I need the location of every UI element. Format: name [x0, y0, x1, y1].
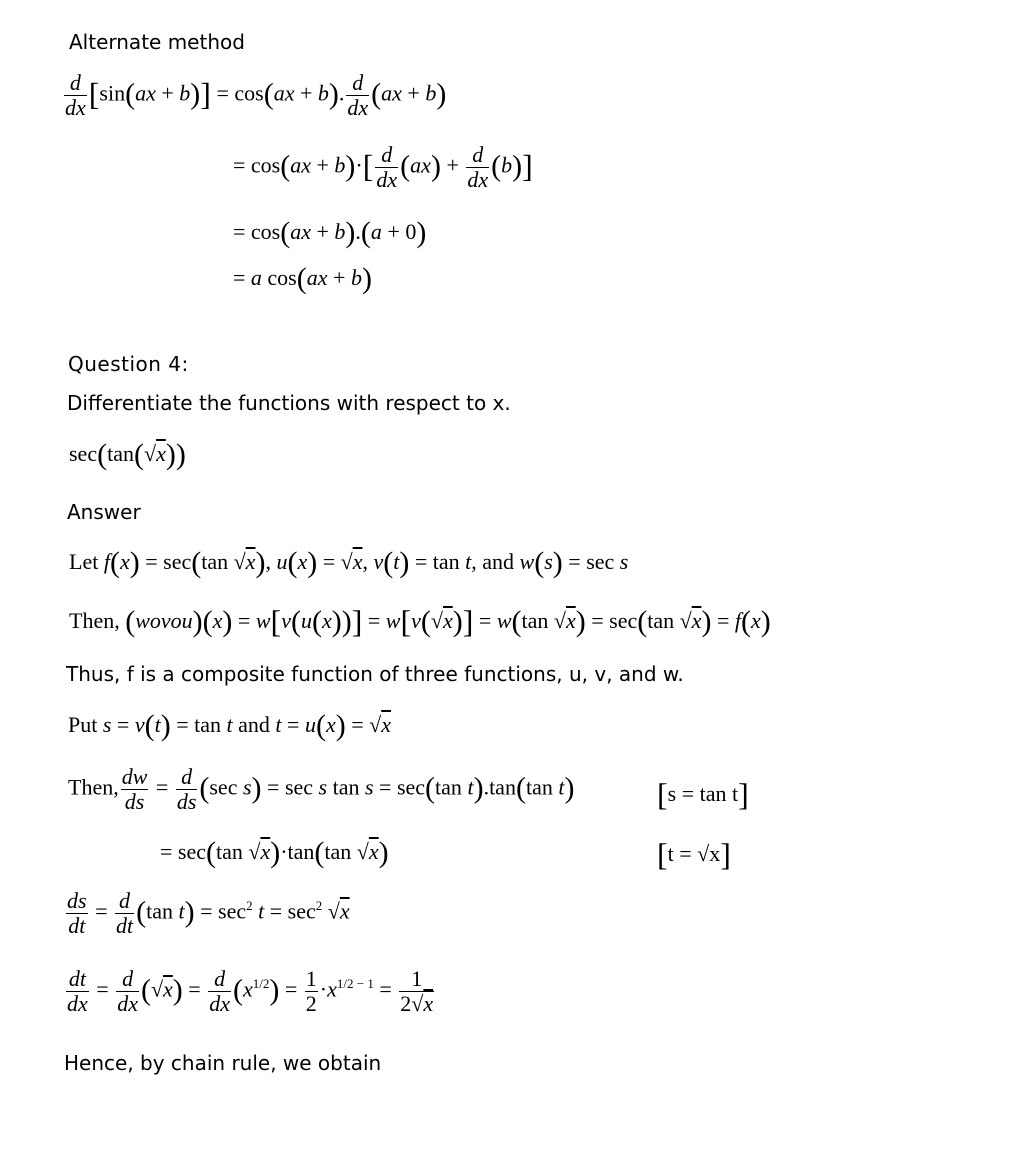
instruction-text: Differentiate the functions with respect to x.: [67, 391, 511, 415]
dw-ds-line: Then, $\frac{dw}{ds}$ = $\frac{d}{ds}$ (sec s) = sec s tan s = sec(tan t).tan(tan t): [68, 764, 575, 814]
let-line: Let f(x) = sec(tan √x), u(x) = √x, v(t) = tan t, and w(s) = sec s: [69, 546, 629, 579]
alt-line-1: $\frac{d}{dx}$ [sin(ax + b)] = cos(ax + b). $\frac{d}{dx}$ (ax + b): [65, 70, 447, 120]
question-label: Question 4:: [68, 352, 189, 376]
put-line: Put s = v(t) = tan t and t = u(x) = √x: [68, 709, 391, 742]
then-composition-line: Then, (wovou)(x) = w[v(u(x))] = w[v(√x)] = w(tan √x) = sec(tan √x) = f(x): [69, 603, 771, 639]
sec-tan-line: = sec(tan √x)·tan(tan √x): [160, 836, 389, 869]
composite-function-text: Thus, f is a composite function of three functions, u, v, and w.: [66, 662, 684, 686]
alternate-method-heading: Alternate method: [69, 30, 245, 54]
answer-label: Answer: [67, 500, 141, 524]
ds-dt-line: $\frac{ds}{dt}$ = $\frac{d}{dt}$ (tan $t) = \sec^2 t = \sec^2 √x$: [67, 888, 350, 938]
bracket-note-t: [t = √x]: [657, 836, 731, 872]
alt-line-3: = cos(ax + b).(a + 0): [233, 216, 427, 249]
alt-line-2: = cos(ax + b)·[ $\frac{d}{dx}$ (ax) + $\frac{d}{dx}$ (b)]: [233, 142, 533, 192]
alt-line-4: = a cos(ax + b): [233, 262, 372, 295]
dt-dx-line: $\frac{dt}{dx}$ = $\frac{d}{dx}$ (√x) = $\frac{d}{dx}$ $(x^{1/2})$ = $\frac{1}{2}$ $\cdot x^{1/2 - 1}$ = $\frac{1}{2√x}$: [67, 966, 434, 1016]
function-expression: sec(tan(√x)): [69, 438, 186, 471]
conclusion-text: Hence, by chain rule, we obtain: [64, 1051, 382, 1075]
bracket-note-s: [s = tan t]: [657, 776, 749, 812]
